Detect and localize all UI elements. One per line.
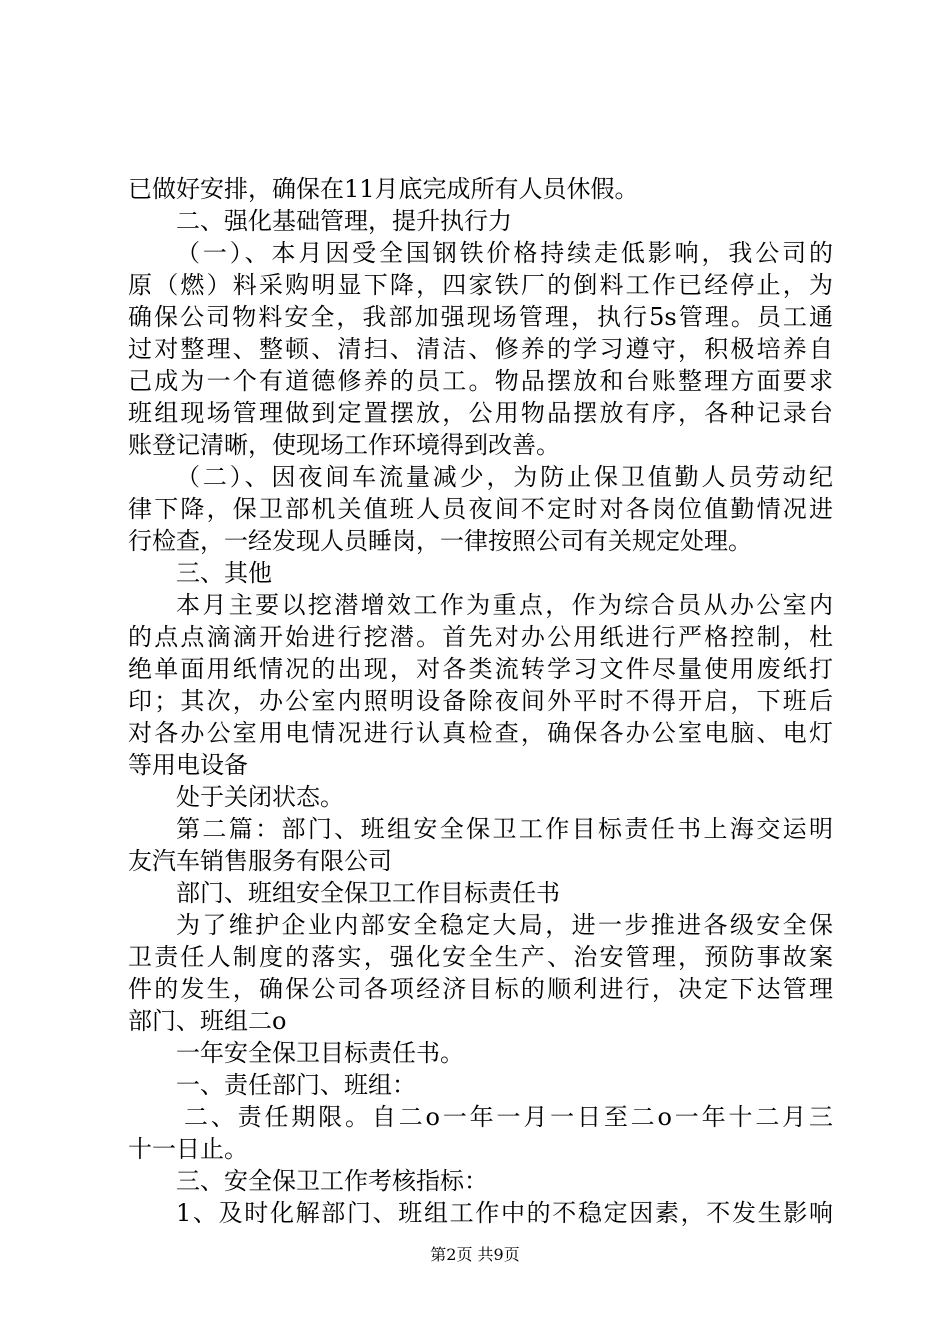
- text-line: 部门、班组安全保卫工作目标责任书: [176, 879, 560, 907]
- text-line: 的点点滴滴开始进行挖潜。首先对办公用纸进行严格控制，杜: [128, 623, 833, 651]
- page-footer: [0, 1245, 950, 1265]
- text-line: 三、安全保卫工作考核指标：: [176, 1167, 488, 1195]
- text-line: 十一日止。: [128, 1135, 248, 1163]
- text-line: 账登记清晰，使现场工作环境得到改善。: [128, 431, 560, 459]
- text-line: 一、责任部门、班组：: [176, 1071, 416, 1099]
- text-line: （一）、本月因受全国钢铁价格持续走低影响，我公司的: [176, 239, 833, 267]
- text-line: 律下降，保卫部机关值班人员夜间不定时对各岗位值勤情况进: [128, 495, 833, 523]
- text-line: 第二篇：部门、班组安全保卫工作目标责任书上海交运明: [176, 815, 833, 843]
- text-line: 对各办公室用电情况进行认真检查，确保各办公室电脑、电灯: [128, 719, 833, 747]
- text-line: 行检查，一经发现人员睡岗，一律按照公司有关规定处理。: [128, 527, 752, 555]
- text-line: 部门、班组二o: [128, 1007, 287, 1035]
- text-line: 二、强化基础管理，提升执行力: [176, 207, 512, 235]
- text-line: 件的发生，确保公司各项经济目标的顺利进行，决定下达管理: [128, 975, 833, 1003]
- text-line: 班组现场管理做到定置摆放，公用物品摆放有序，各种记录台: [128, 399, 833, 427]
- text-line: 友汽车销售服务有限公司: [128, 847, 392, 875]
- text-line: 等用电设备: [128, 751, 248, 779]
- text-line: 二、责任期限。自二o一年一月一日至二o一年十二月三: [184, 1103, 833, 1131]
- page-number: 第2页 共9页: [430, 1245, 520, 1264]
- text-line: 绝单面用纸情况的出现，对各类流转学习文件尽量使用废纸打: [128, 655, 833, 683]
- text-line: 为了维护企业内部安全稳定大局，进一步推进各级安全保: [176, 911, 833, 939]
- text-line: 过对整理、整顿、清扫、清洁、修养的学习遵守，积极培养自: [128, 335, 833, 363]
- text-line: 一年安全保卫目标责任书。: [176, 1039, 464, 1067]
- text-line: 确保公司物料安全，我部加强现场管理，执行5s管理。员工通: [128, 303, 833, 331]
- text-line: 原（燃）料采购明显下降，四家铁厂的倒料工作已经停止，为: [128, 271, 833, 299]
- text-line: 1、及时化解部门、班组工作中的不稳定因素，不发生影响: [176, 1199, 833, 1227]
- document-body: [128, 173, 833, 1229]
- text-line: 三、其他: [176, 559, 272, 587]
- text-line: 已做好安排，确保在11月底完成所有人员休假。: [128, 175, 639, 203]
- text-line: 本月主要以挖潜增效工作为重点，作为综合员从办公室内: [176, 591, 833, 619]
- text-line: （二）、因夜间车流量减少，为防止保卫值勤人员劳动纪: [176, 463, 833, 491]
- text-line: 己成为一个有道德修养的员工。物品摆放和台账整理方面要求: [128, 367, 833, 395]
- text-line: 印；其次，办公室内照明设备除夜间外平时不得开启，下班后: [128, 687, 833, 715]
- text-line: 处于关闭状态。: [176, 783, 344, 811]
- text-line: 卫责任人制度的落实，强化安全生产、治安管理，预防事故案: [128, 943, 833, 971]
